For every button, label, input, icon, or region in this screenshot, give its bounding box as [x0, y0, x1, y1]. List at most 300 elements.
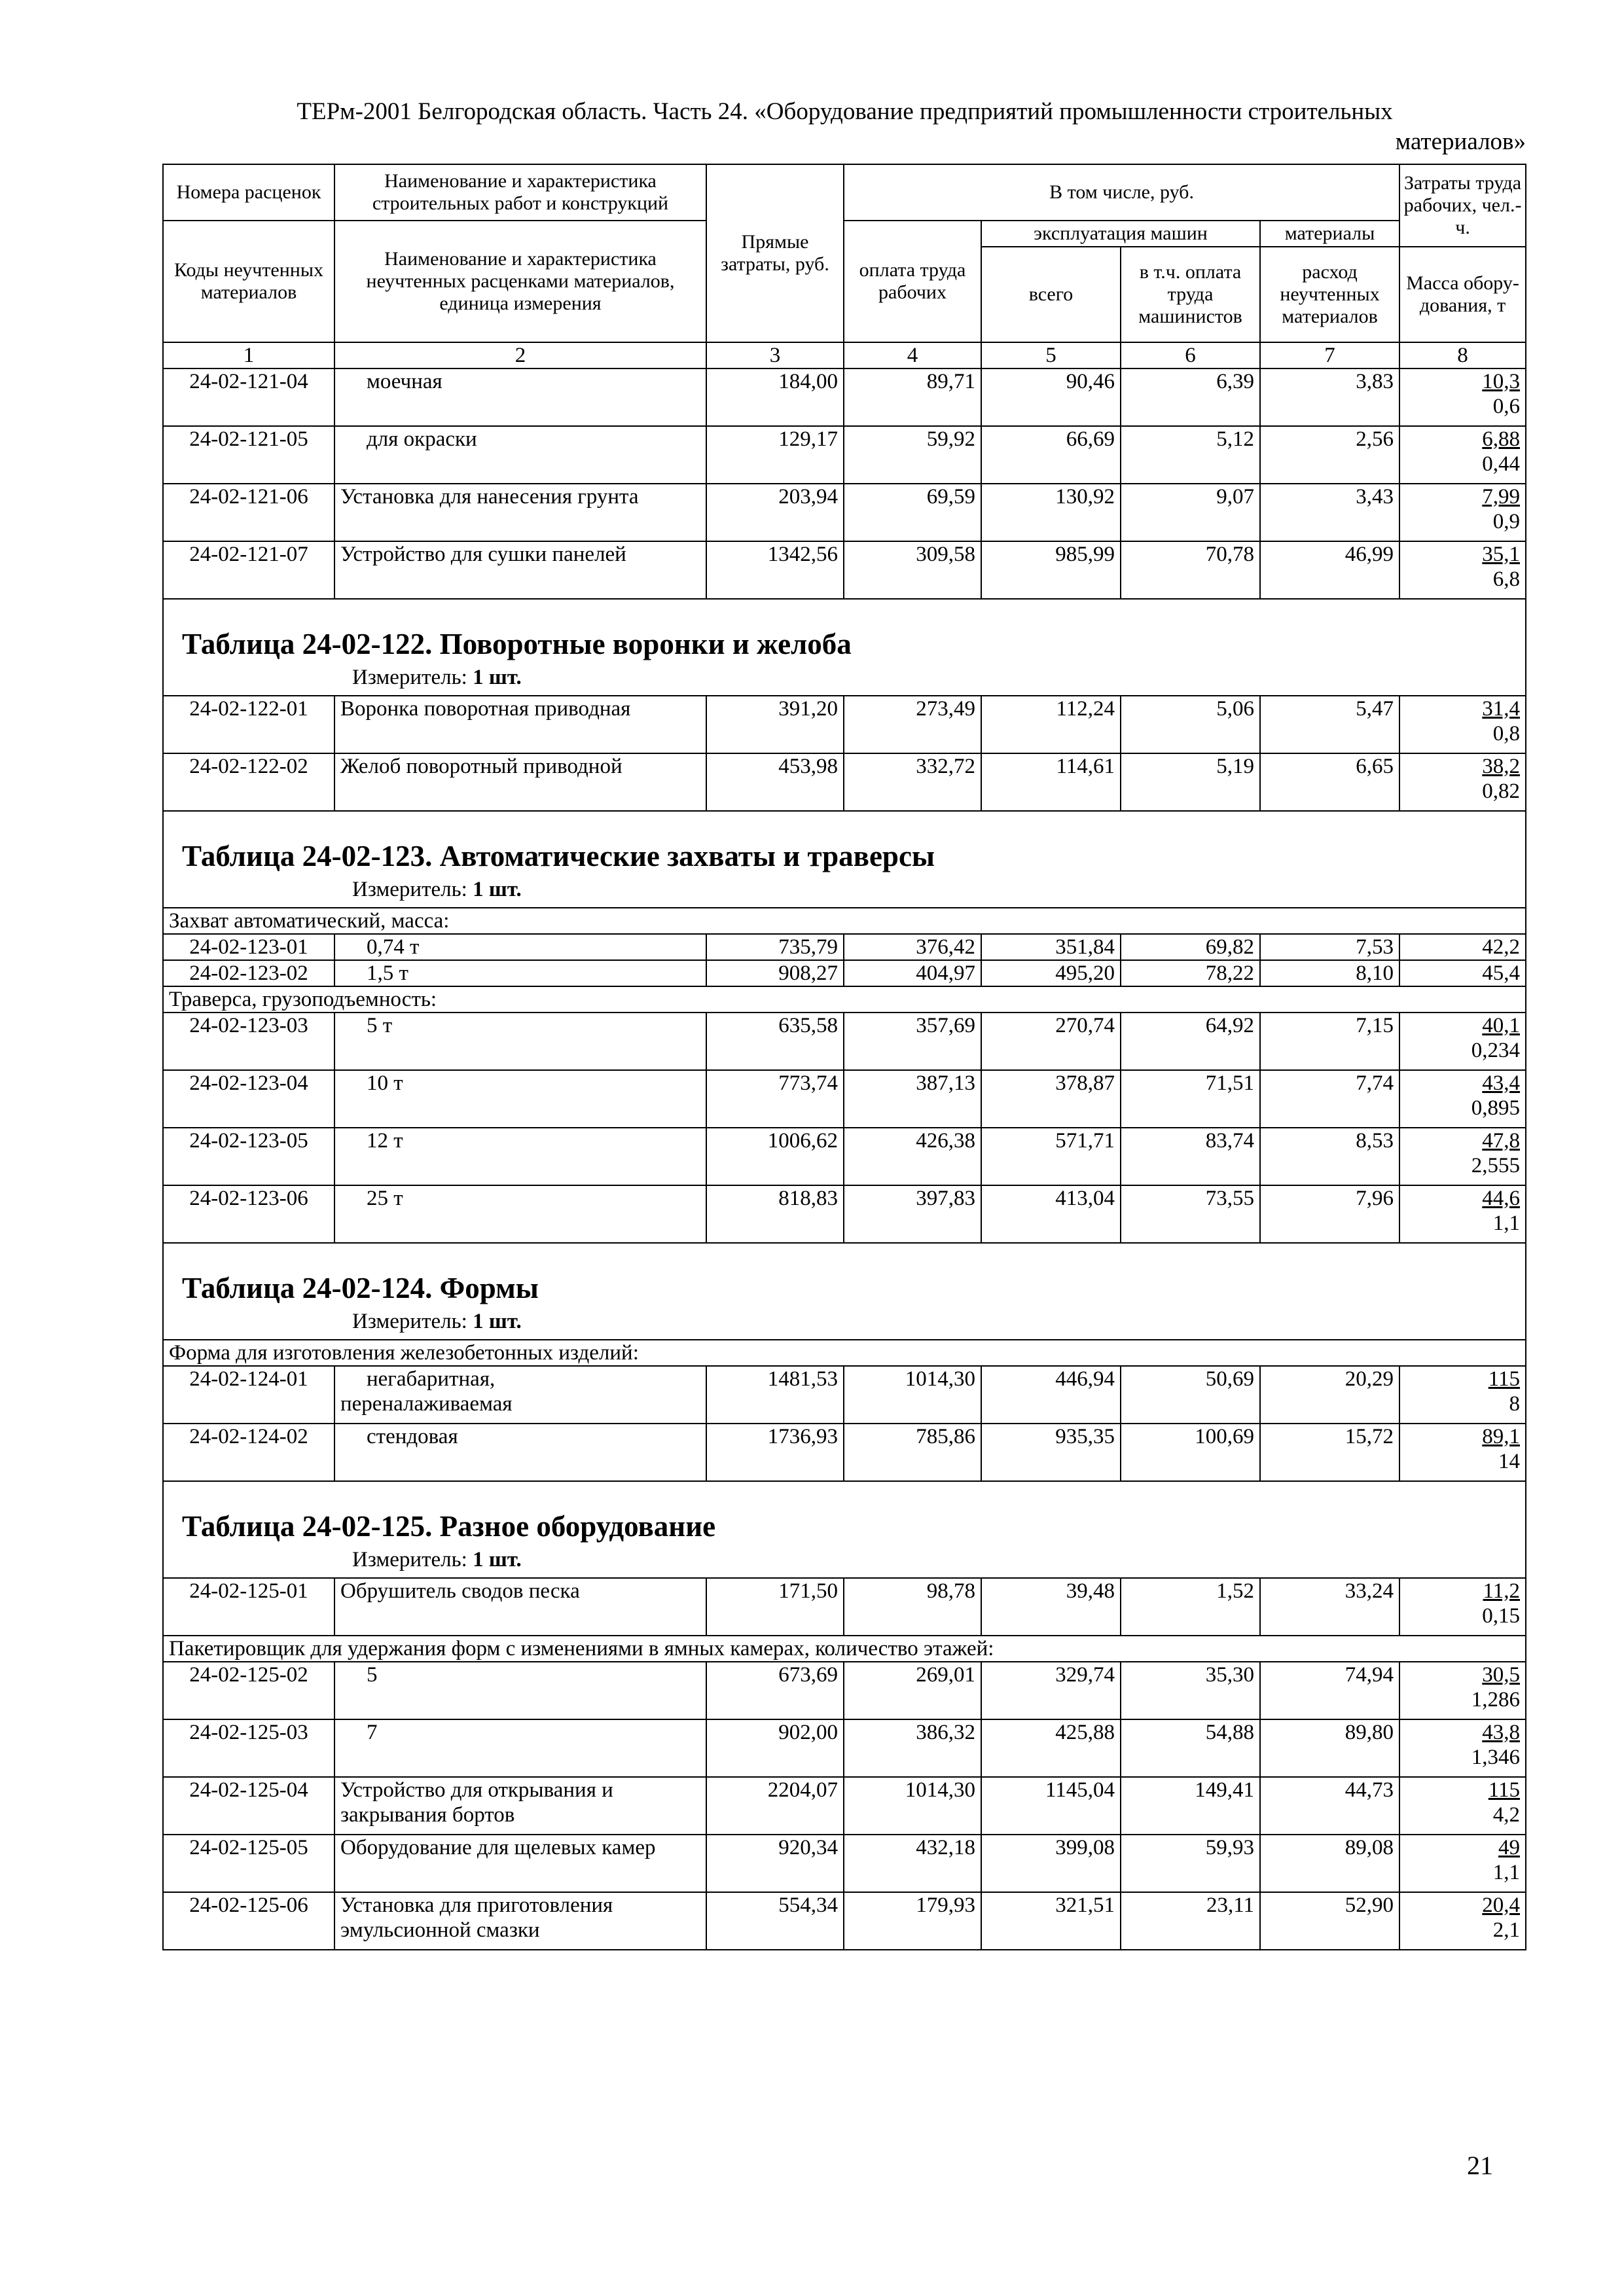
table-row — [163, 1892, 1526, 1950]
labor-mass-cell — [1399, 1662, 1526, 1719]
labor-value: 30,5 — [1482, 1663, 1521, 1687]
col-8-top: Затраты труда рабочих, чел.-ч. — [1399, 164, 1526, 247]
value-c4: 309,58 — [844, 541, 981, 599]
labor-value: 115 — [1488, 1367, 1521, 1391]
mass-value: 1,346 — [1471, 1746, 1521, 1769]
mass-value: 6,8 — [1492, 567, 1521, 591]
mass-value: 1,286 — [1471, 1688, 1521, 1712]
table-section-header — [163, 599, 1526, 696]
mass-value: 0,82 — [1482, 780, 1521, 803]
header-row-1 — [163, 164, 1526, 221]
col-6-header: в т.ч. оплата труда машинистов — [1121, 247, 1260, 342]
rate-name — [334, 696, 706, 753]
value-c6: 70,78 — [1121, 541, 1260, 599]
table-row — [163, 1366, 1526, 1424]
value-c5: 425,88 — [981, 1719, 1121, 1777]
labor-mass-cell — [1399, 484, 1526, 541]
rate-name — [334, 541, 706, 599]
table-title: Таблица 24-02-125. Разное оборудование — [182, 1510, 716, 1543]
value-c3: 735,79 — [706, 934, 844, 960]
table-row — [163, 1835, 1526, 1892]
rates-table — [162, 164, 1526, 1950]
rate-code: 24-02-121-06 — [163, 484, 334, 541]
labor-value: 6,88 — [1482, 427, 1521, 451]
value-c3: 391,20 — [706, 696, 844, 753]
value-c7: 33,24 — [1260, 1578, 1399, 1636]
labor-value: 35,1 — [1482, 543, 1521, 566]
table-row — [163, 1662, 1526, 1719]
mass-value: 2,555 — [1471, 1154, 1521, 1177]
value-c7: 74,94 — [1260, 1662, 1399, 1719]
col-num: 8 — [1399, 342, 1526, 368]
rate-name — [334, 1835, 706, 1892]
value-c7: 7,96 — [1260, 1185, 1399, 1243]
rate-name-line: Устройство для открывания и — [340, 1778, 613, 1802]
unit-value: 1 шт. — [473, 1310, 522, 1333]
value-c6: 73,55 — [1121, 1185, 1260, 1243]
labor-value: 11,2 — [1483, 1579, 1521, 1603]
value-c5: 130,92 — [981, 484, 1121, 541]
rate-name — [334, 960, 706, 986]
value-c6: 6,39 — [1121, 368, 1260, 426]
value-c7: 52,90 — [1260, 1892, 1399, 1950]
rate-code: 24-02-122-01 — [163, 696, 334, 753]
labor-mass-cell — [1399, 934, 1526, 960]
value-c3: 171,50 — [706, 1578, 844, 1636]
value-c4: 785,86 — [844, 1424, 981, 1481]
rate-name-text: 12 т — [367, 1129, 403, 1153]
value-c7: 89,80 — [1260, 1719, 1399, 1777]
value-c3: 635,58 — [706, 1013, 844, 1070]
value-c3: 920,34 — [706, 1835, 844, 1892]
value-c6: 71,51 — [1121, 1070, 1260, 1128]
value-c5: 114,61 — [981, 753, 1121, 811]
table-section-header — [163, 1481, 1526, 1578]
unit-line — [169, 1546, 1520, 1577]
value-c5: 378,87 — [981, 1070, 1121, 1128]
value-c7: 5,47 — [1260, 696, 1399, 753]
value-c3: 1342,56 — [706, 541, 844, 599]
col-1-bottom: Коды неучтенных материалов — [163, 221, 334, 342]
labor-value: 89,1 — [1482, 1425, 1521, 1448]
value-c5: 39,48 — [981, 1578, 1121, 1636]
value-c5: 495,20 — [981, 960, 1121, 986]
value-c5: 66,69 — [981, 426, 1121, 484]
rate-name-line: негабаритная, — [367, 1367, 496, 1391]
machines-header: эксплуатация машин — [981, 221, 1260, 247]
rates-table-wrapper — [162, 164, 1525, 1950]
value-c3: 453,98 — [706, 753, 844, 811]
labor-value: 42,2 — [1482, 935, 1521, 959]
value-c6: 149,41 — [1121, 1777, 1260, 1835]
value-c6: 5,19 — [1121, 753, 1260, 811]
incl-header: В том числе, руб. — [844, 164, 1399, 221]
value-c7: 7,74 — [1260, 1070, 1399, 1128]
col-num: 1 — [163, 342, 334, 368]
unit-line — [169, 876, 1520, 907]
rate-code: 24-02-125-06 — [163, 1892, 334, 1950]
value-c7: 89,08 — [1260, 1835, 1399, 1892]
labor-mass-cell — [1399, 1424, 1526, 1481]
labor-mass-cell — [1399, 1719, 1526, 1777]
value-c7: 7,15 — [1260, 1013, 1399, 1070]
value-c6: 69,82 — [1121, 934, 1260, 960]
rate-name-line: Оборудование для щелевых камер — [340, 1836, 656, 1859]
value-c3: 2204,07 — [706, 1777, 844, 1835]
rate-name-text: для окраски — [367, 427, 477, 451]
value-c3: 1481,53 — [706, 1366, 844, 1424]
value-c3: 203,94 — [706, 484, 844, 541]
rate-name-line: закрывания бортов — [340, 1803, 515, 1827]
value-c3: 902,00 — [706, 1719, 844, 1777]
rate-code: 24-02-121-04 — [163, 368, 334, 426]
labor-mass-cell — [1399, 696, 1526, 753]
rate-code: 24-02-122-02 — [163, 753, 334, 811]
section-cell — [163, 1243, 1526, 1340]
section-cell — [163, 811, 1526, 908]
col-7-header: расход неучтенных материалов — [1260, 247, 1399, 342]
value-c3: 818,83 — [706, 1185, 844, 1243]
mass-value: 0,234 — [1471, 1039, 1521, 1062]
value-c6: 100,69 — [1121, 1424, 1260, 1481]
value-c6: 23,11 — [1121, 1892, 1260, 1950]
col-1-top: Номера расценок — [163, 164, 334, 221]
labor-value: 43,4 — [1482, 1071, 1521, 1095]
value-c3: 773,74 — [706, 1070, 844, 1128]
labor-mass-cell — [1399, 426, 1526, 484]
value-c6: 54,88 — [1121, 1719, 1260, 1777]
value-c7: 8,53 — [1260, 1128, 1399, 1185]
table-row — [163, 484, 1526, 541]
labor-mass-cell — [1399, 1128, 1526, 1185]
col-num: 6 — [1121, 342, 1260, 368]
col-4-header: оплата труда рабочих — [844, 221, 981, 342]
value-c6: 5,12 — [1121, 426, 1260, 484]
value-c5: 413,04 — [981, 1185, 1121, 1243]
rate-name-text: 1,5 т — [367, 961, 408, 985]
value-c3: 554,34 — [706, 1892, 844, 1950]
labor-value: 49 — [1498, 1836, 1521, 1859]
value-c4: 1014,30 — [844, 1777, 981, 1835]
rate-name — [334, 1578, 706, 1636]
labor-value: 7,99 — [1482, 485, 1521, 509]
value-c6: 64,92 — [1121, 1013, 1260, 1070]
mass-value: 0,44 — [1482, 452, 1521, 476]
value-c4: 404,97 — [844, 960, 981, 986]
group-header: Захват автоматический, масса: — [163, 908, 1526, 934]
value-c5: 446,94 — [981, 1366, 1121, 1424]
mass-value: 1,1 — [1492, 1211, 1521, 1235]
header-line-2: материалов» — [1395, 128, 1526, 155]
unit-value: 1 шт. — [473, 1548, 522, 1571]
table-row — [163, 368, 1526, 426]
group-header: Траверса, грузоподъемность: — [163, 986, 1526, 1013]
rate-name-line: стендовая — [367, 1425, 458, 1448]
table-row — [163, 1013, 1526, 1070]
rate-name — [334, 1662, 706, 1719]
rate-name-line: Установка для приготовления — [340, 1893, 613, 1917]
labor-value: 20,4 — [1482, 1893, 1521, 1917]
table-section-header — [163, 811, 1526, 908]
labor-mass-cell — [1399, 1070, 1526, 1128]
labor-mass-cell — [1399, 368, 1526, 426]
table-row — [163, 1070, 1526, 1128]
labor-mass-cell — [1399, 1366, 1526, 1424]
rate-code: 24-02-123-03 — [163, 1013, 334, 1070]
col-num: 5 — [981, 342, 1121, 368]
mass-value: 0,9 — [1492, 510, 1521, 533]
rate-name — [334, 1128, 706, 1185]
value-c5: 90,46 — [981, 368, 1121, 426]
labor-value: 43,8 — [1482, 1721, 1521, 1744]
page-header — [164, 97, 1526, 157]
value-c5: 985,99 — [981, 541, 1121, 599]
value-c6: 1,52 — [1121, 1578, 1260, 1636]
labor-mass-cell — [1399, 1835, 1526, 1892]
col-num: 3 — [706, 342, 844, 368]
value-c5: 935,35 — [981, 1424, 1121, 1481]
rate-name — [334, 934, 706, 960]
table-section-header — [163, 1243, 1526, 1340]
rate-code: 24-02-125-03 — [163, 1719, 334, 1777]
labor-mass-cell — [1399, 753, 1526, 811]
value-c4: 59,92 — [844, 426, 981, 484]
mass-value: 4,2 — [1492, 1803, 1521, 1827]
mass-value: 8 — [1509, 1392, 1521, 1416]
group-header: Пакетировщик для удержания форм с изменениями в ямных камерах, количество этажей: — [163, 1636, 1526, 1662]
table-row — [163, 426, 1526, 484]
unit-value: 1 шт. — [473, 878, 522, 901]
mass-value: 0,895 — [1471, 1096, 1521, 1120]
rate-code: 24-02-124-01 — [163, 1366, 334, 1424]
table-title: Таблица 24-02-122. Поворотные воронки и желоба — [182, 628, 852, 660]
labor-value: 38,2 — [1482, 755, 1521, 778]
rate-name — [334, 1013, 706, 1070]
rate-name-line: переналаживаемая — [340, 1392, 513, 1416]
rate-code: 24-02-125-05 — [163, 1835, 334, 1892]
rate-name-text: Устройство для сушки панелей — [340, 543, 626, 566]
unit-label: Измеритель: — [352, 878, 467, 901]
group-header-row — [163, 1340, 1526, 1366]
labor-mass-cell — [1399, 1892, 1526, 1950]
table-row — [163, 1424, 1526, 1481]
value-c5: 1145,04 — [981, 1777, 1121, 1835]
value-c5: 112,24 — [981, 696, 1121, 753]
value-c5: 351,84 — [981, 934, 1121, 960]
group-header-row — [163, 908, 1526, 934]
rate-name-text: Обрушитель сводов песка — [340, 1579, 580, 1603]
value-c3: 673,69 — [706, 1662, 844, 1719]
value-c4: 426,38 — [844, 1128, 981, 1185]
value-c5: 329,74 — [981, 1662, 1121, 1719]
labor-mass-cell — [1399, 1777, 1526, 1835]
mass-value: 0,8 — [1492, 722, 1521, 745]
mass-value: 0,6 — [1492, 395, 1521, 418]
rate-code: 24-02-123-06 — [163, 1185, 334, 1243]
rate-code: 24-02-123-01 — [163, 934, 334, 960]
col-3-header: Прямые затраты, руб. — [706, 164, 844, 342]
labor-value: 115 — [1488, 1778, 1521, 1802]
value-c4: 386,32 — [844, 1719, 981, 1777]
value-c4: 179,93 — [844, 1892, 981, 1950]
table-row — [163, 960, 1526, 986]
rate-name — [334, 1366, 706, 1424]
rate-name — [334, 1777, 706, 1835]
labor-value: 44,6 — [1482, 1187, 1521, 1210]
labor-value: 45,4 — [1482, 961, 1521, 985]
rate-name-line: эмульсионной смазки — [340, 1918, 540, 1942]
rate-name-line: 5 — [367, 1663, 378, 1687]
rate-name-text: 10 т — [367, 1071, 403, 1095]
header-row-2 — [163, 221, 1526, 247]
page-number: 21 — [1467, 2151, 1493, 2180]
value-c6: 50,69 — [1121, 1366, 1260, 1424]
section-cell — [163, 1481, 1526, 1578]
column-numbers-row — [163, 342, 1526, 368]
value-c7: 46,99 — [1260, 541, 1399, 599]
table-row — [163, 1719, 1526, 1777]
value-c7: 3,83 — [1260, 368, 1399, 426]
section-cell — [163, 599, 1526, 696]
value-c4: 332,72 — [844, 753, 981, 811]
rate-code: 24-02-125-02 — [163, 1662, 334, 1719]
labor-mass-cell — [1399, 1185, 1526, 1243]
value-c4: 1014,30 — [844, 1366, 981, 1424]
labor-mass-cell — [1399, 1013, 1526, 1070]
value-c7: 15,72 — [1260, 1424, 1399, 1481]
labor-mass-cell — [1399, 1578, 1526, 1636]
value-c4: 69,59 — [844, 484, 981, 541]
value-c3: 129,17 — [706, 426, 844, 484]
value-c6: 59,93 — [1121, 1835, 1260, 1892]
unit-label: Измеритель: — [352, 666, 467, 689]
table-row — [163, 1578, 1526, 1636]
mass-value: 14 — [1498, 1450, 1521, 1473]
value-c4: 357,69 — [844, 1013, 981, 1070]
rate-name — [334, 426, 706, 484]
rate-name-text: 5 т — [367, 1014, 393, 1037]
value-c4: 397,83 — [844, 1185, 981, 1243]
rate-name-text: Желоб поворотный приводной — [340, 755, 623, 778]
value-c5: 270,74 — [981, 1013, 1121, 1070]
mass-value: 0,15 — [1482, 1604, 1521, 1628]
unit-line — [169, 664, 1520, 695]
rate-code: 24-02-123-05 — [163, 1128, 334, 1185]
materials-header: материалы — [1260, 221, 1399, 247]
rate-code: 24-02-121-05 — [163, 426, 334, 484]
header-line-1: ТЕРм-2001 Белгородская область. Часть 24. «Оборудование предприятий промышленности строительных — [297, 98, 1393, 125]
rate-name-text: моечная — [367, 370, 442, 393]
table-row — [163, 1777, 1526, 1835]
rate-name — [334, 1424, 706, 1481]
unit-value: 1 шт. — [473, 666, 522, 689]
value-c6: 5,06 — [1121, 696, 1260, 753]
unit-label: Измеритель: — [352, 1310, 467, 1333]
rate-code: 24-02-125-04 — [163, 1777, 334, 1835]
group-header: Форма для изготовления железобетонных изделий: — [163, 1340, 1526, 1366]
value-c7: 20,29 — [1260, 1366, 1399, 1424]
col-num: 7 — [1260, 342, 1399, 368]
rate-name-text: Установка для нанесения грунта — [340, 485, 639, 509]
value-c7: 7,53 — [1260, 934, 1399, 960]
value-c6: 9,07 — [1121, 484, 1260, 541]
value-c6: 83,74 — [1121, 1128, 1260, 1185]
value-c3: 908,27 — [706, 960, 844, 986]
labor-mass-cell — [1399, 960, 1526, 986]
rate-name — [334, 1892, 706, 1950]
table-row — [163, 1128, 1526, 1185]
labor-mass-cell — [1399, 541, 1526, 599]
table-row — [163, 934, 1526, 960]
rate-name-text: Воронка поворотная приводная — [340, 697, 631, 721]
col-5-header: всего — [981, 247, 1121, 342]
table-title: Таблица 24-02-124. Формы — [182, 1272, 539, 1304]
group-header-row — [163, 986, 1526, 1013]
table-row — [163, 753, 1526, 811]
value-c4: 432,18 — [844, 1835, 981, 1892]
rate-code: 24-02-123-02 — [163, 960, 334, 986]
rate-name-line: 7 — [367, 1721, 378, 1744]
rate-name-text: 0,74 т — [367, 935, 420, 959]
col-8-bottom: Масса обору-дования, т — [1399, 247, 1526, 342]
col-num: 2 — [334, 342, 706, 368]
rate-name — [334, 1185, 706, 1243]
mass-value: 2,1 — [1492, 1918, 1521, 1942]
labor-value: 47,8 — [1482, 1129, 1521, 1153]
rate-name — [334, 1070, 706, 1128]
value-c4: 273,49 — [844, 696, 981, 753]
rate-code: 24-02-125-01 — [163, 1578, 334, 1636]
rate-name — [334, 1719, 706, 1777]
value-c7: 6,65 — [1260, 753, 1399, 811]
value-c5: 321,51 — [981, 1892, 1121, 1950]
value-c4: 89,71 — [844, 368, 981, 426]
rate-name — [334, 368, 706, 426]
rate-name-text: 25 т — [367, 1187, 403, 1210]
unit-line — [169, 1308, 1520, 1339]
rate-code: 24-02-123-04 — [163, 1070, 334, 1128]
rate-code: 24-02-121-07 — [163, 541, 334, 599]
table-title: Таблица 24-02-123. Автоматические захваты и траверсы — [182, 840, 935, 872]
table-row — [163, 696, 1526, 753]
value-c6: 78,22 — [1121, 960, 1260, 986]
value-c6: 35,30 — [1121, 1662, 1260, 1719]
value-c7: 44,73 — [1260, 1777, 1399, 1835]
value-c3: 1736,93 — [706, 1424, 844, 1481]
labor-value: 31,4 — [1482, 697, 1521, 721]
value-c7: 2,56 — [1260, 426, 1399, 484]
labor-value: 40,1 — [1482, 1014, 1521, 1037]
labor-value: 10,3 — [1482, 370, 1521, 393]
table-row — [163, 541, 1526, 599]
group-header-row — [163, 1636, 1526, 1662]
col-2-top: Наименование и характеристика строительных работ и конструкций — [334, 164, 706, 221]
col-num: 4 — [844, 342, 981, 368]
rate-name — [334, 753, 706, 811]
rate-name — [334, 484, 706, 541]
value-c4: 376,42 — [844, 934, 981, 960]
value-c3: 1006,62 — [706, 1128, 844, 1185]
table-row — [163, 1185, 1526, 1243]
value-c7: 8,10 — [1260, 960, 1399, 986]
value-c7: 3,43 — [1260, 484, 1399, 541]
rate-code: 24-02-124-02 — [163, 1424, 334, 1481]
value-c5: 399,08 — [981, 1835, 1121, 1892]
mass-value: 1,1 — [1492, 1861, 1521, 1884]
value-c3: 184,00 — [706, 368, 844, 426]
value-c4: 98,78 — [844, 1578, 981, 1636]
unit-label: Измеритель: — [352, 1548, 467, 1571]
